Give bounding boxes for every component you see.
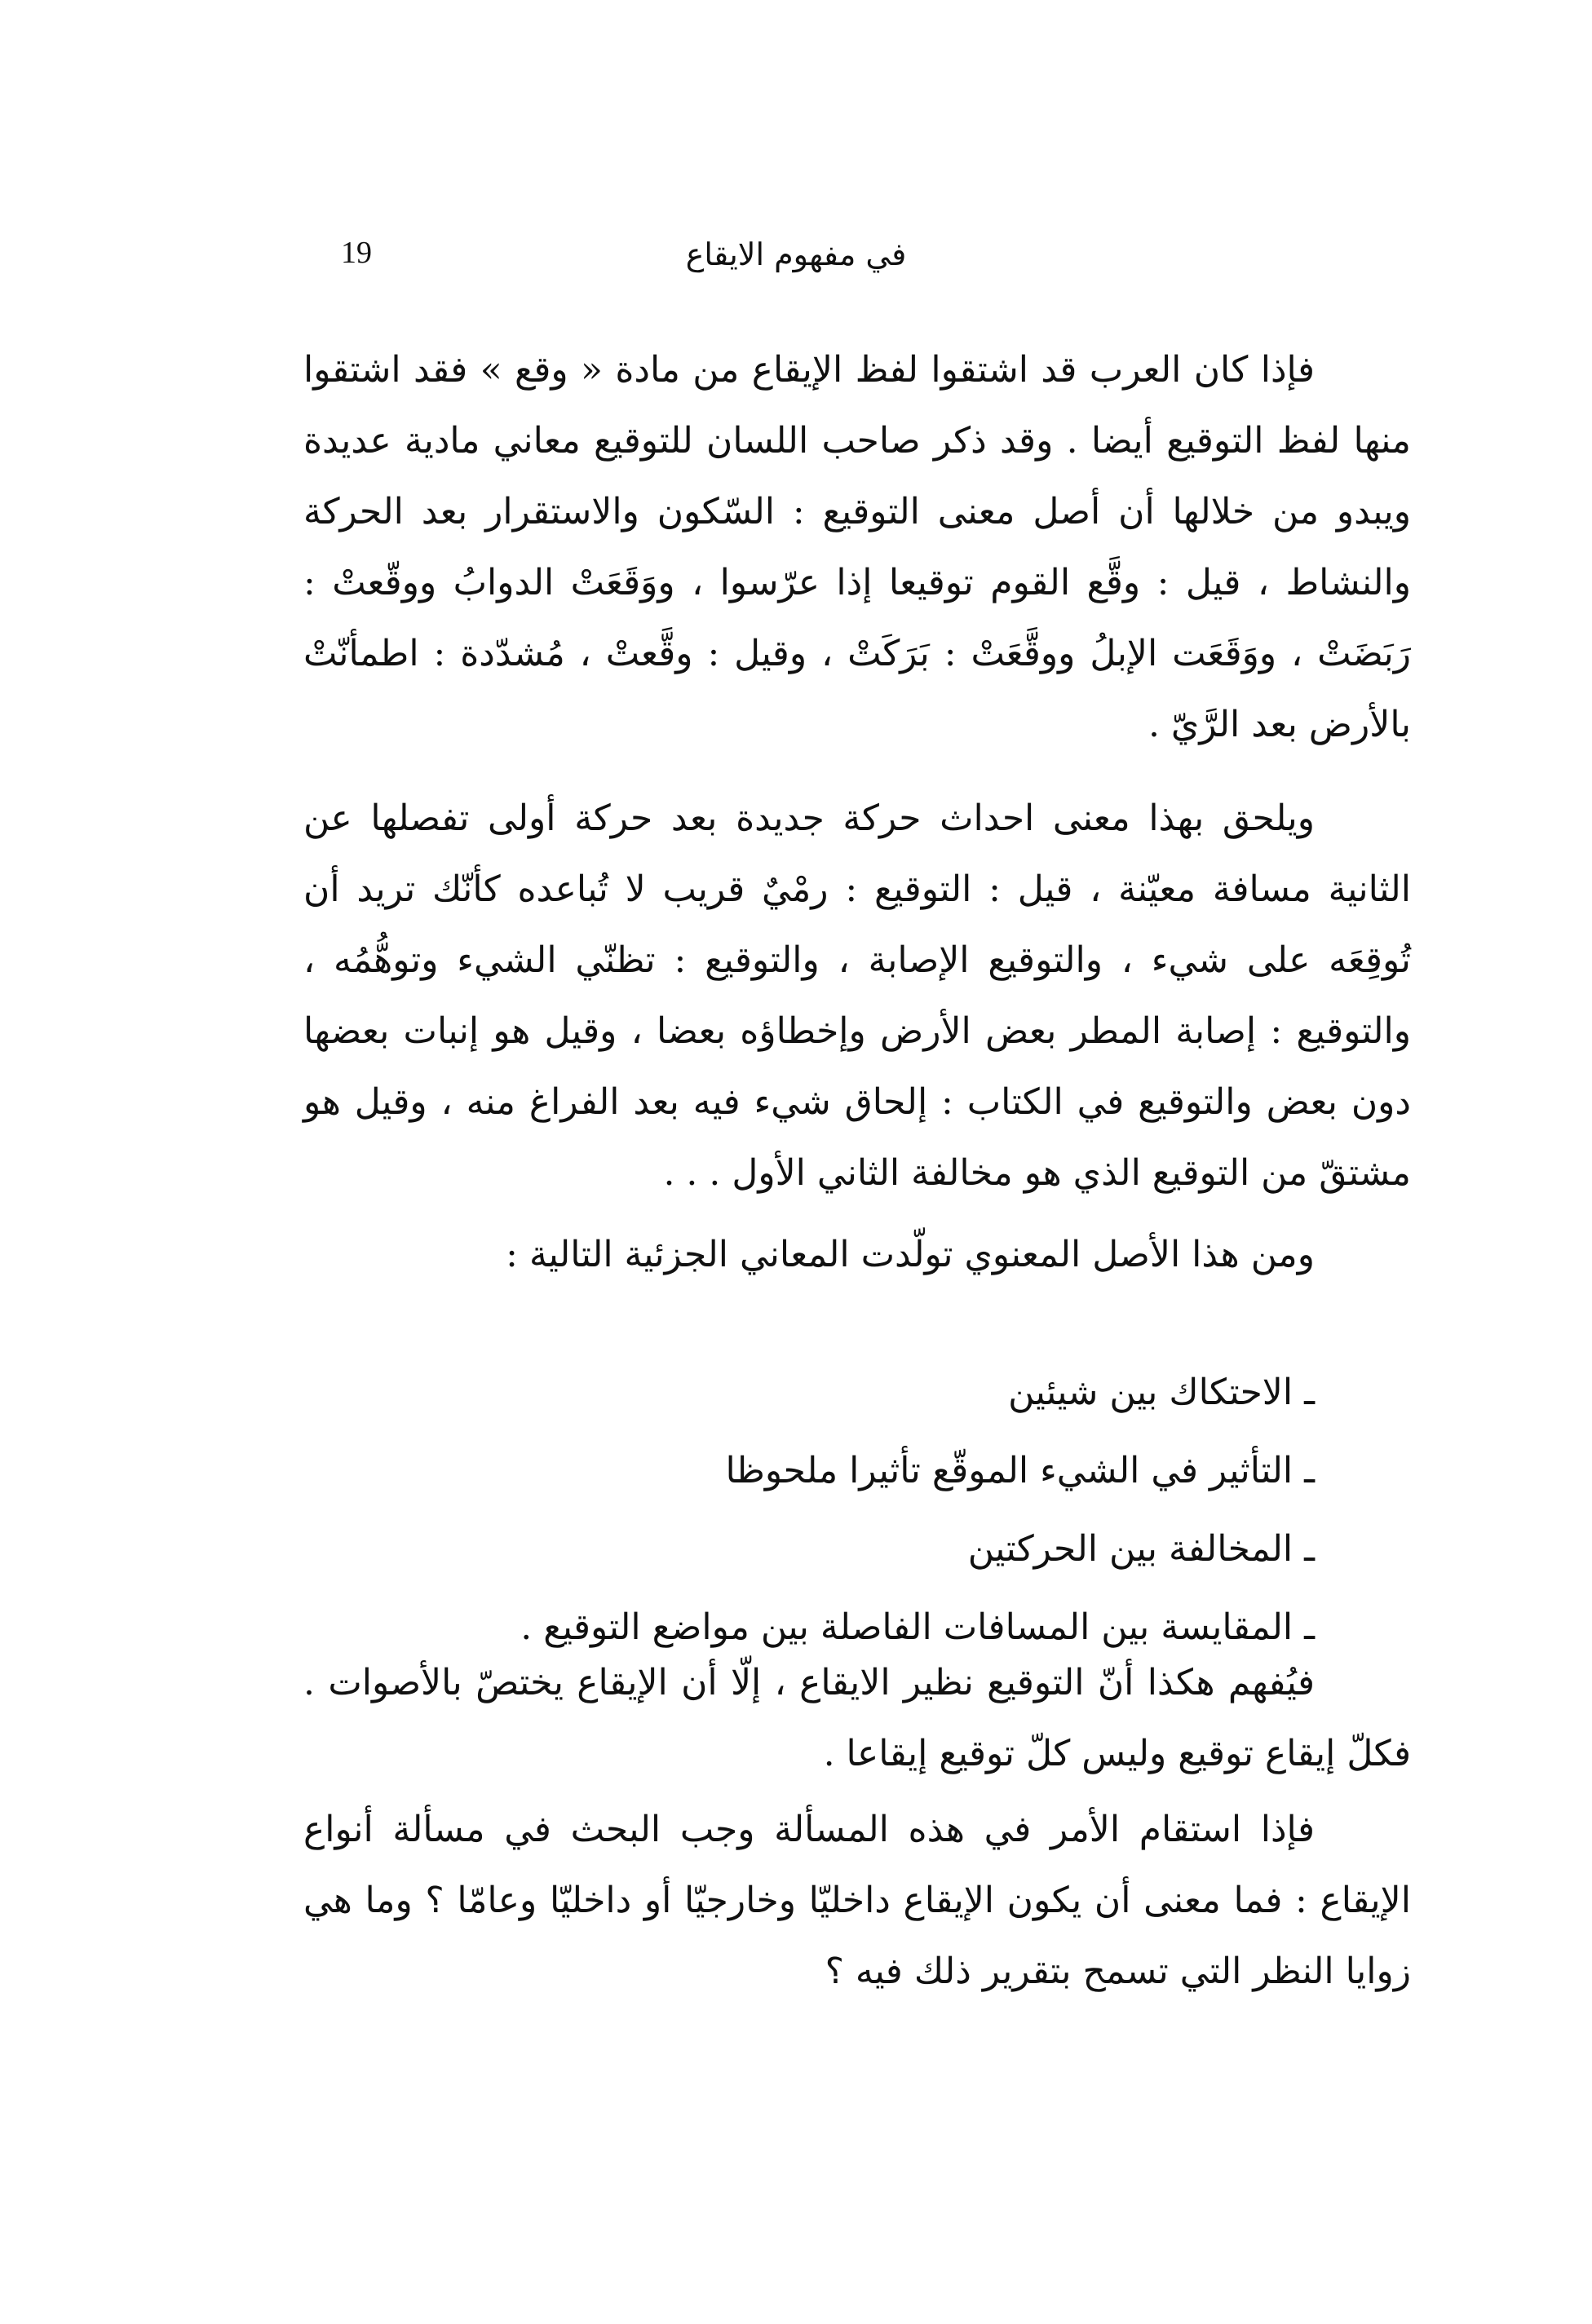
paragraph-2-block (303, 783, 1411, 1208)
paragraph-3-block (303, 1219, 1411, 1290)
page-number: 19 (341, 236, 372, 270)
list-item: ـ المخالفة بين الحركتين (967, 1528, 1315, 1570)
paragraph-1: فإذا كان العرب قد اشتقوا لفظ الإيقاع من مادة « وقع » فقد اشتقوا منها لفظ التوقيع أيضا . وقد ذكر صاحب اللسان للتوقيع معاني مادية عديدة ويبدو من خلالها أن أصل معنى التوقيع : السّكون والاستقرار بعد الحركة والنشاط ، قيل : وقَّع القوم توقيعا إذا عرّسوا ، ووَقَعَتْ الدوابُ ووقّعتْ : رَبَضَتْ ، ووَقَعَت الإبلُ ووقَّعَتْ : بَرَكَتْ ، وقيل : وقَّعتْ ، مُشدّدة : اطمأنّتْ بالأرض بعد الرَّيّ . (303, 349, 1411, 745)
list-item: ـ الاحتكاك بين شيئين (1008, 1372, 1315, 1413)
paragraph-3: ومن هذا الأصل المعنوي تولّدت المعاني الجزئية التالية : (506, 1234, 1315, 1275)
paragraph-4-block (303, 1647, 1411, 1789)
paragraph-4: فيُفهم هكذا أنّ التوقيع نظير الايقاع ، إلّا أن الإيقاع يختصّ بالأصوات . فكلّ إيقاع توقيع وليس كلّ توقيع إيقاعا . (303, 1662, 1411, 1774)
paragraph-2: ويلحق بهذا معنى احداث حركة جديدة بعد حركة أولى تفصلها عن الثانية مسافة معيّنة ، قيل : التوقيع : رمْيٌ قريب لا تُباعده كأنّك تريد أن تُوقِعَه على شيء ، والتوقيع الإصابة ، والتوقيع : تظنّي الشيء وتوهُّمُه ، والتوقيع : إصابة المطر بعض الأرض وإخطاؤه بعضا ، وقيل هو إنبات بعضها دون بعض والتوقيع في الكتاب : إلحاق شيء فيه بعد الفراغ منه ، وقيل هو مشتقّ من التوقيع الذي هو مخالفة الثاني الأول . . . (303, 797, 1411, 1194)
meanings-list-block (303, 1354, 1411, 1667)
paragraph-5-block (303, 1794, 1411, 2007)
list-item: ـ المقايسة بين المسافات الفاصلة بين مواضع التوقيع . (520, 1606, 1315, 1648)
running-title: في مفهوم الايقاع (685, 236, 907, 272)
paragraph-1-block (303, 334, 1411, 760)
paragraph-5: فإذا استقام الأمر في هذه المسألة وجب البحث في مسألة أنواع الإيقاع : فما معنى أن يكون الإيقاع داخليّا وخارجيّا أو داخليّا وعامّا ؟ وما هي زوايا النظر التي تسمح بتقرير ذلك فيه ؟ (303, 1809, 1411, 1992)
meanings-list (303, 1354, 1411, 1667)
list-item: ـ التأثير في الشيء الموقّع تأثيرا ملحوظا (725, 1450, 1315, 1491)
